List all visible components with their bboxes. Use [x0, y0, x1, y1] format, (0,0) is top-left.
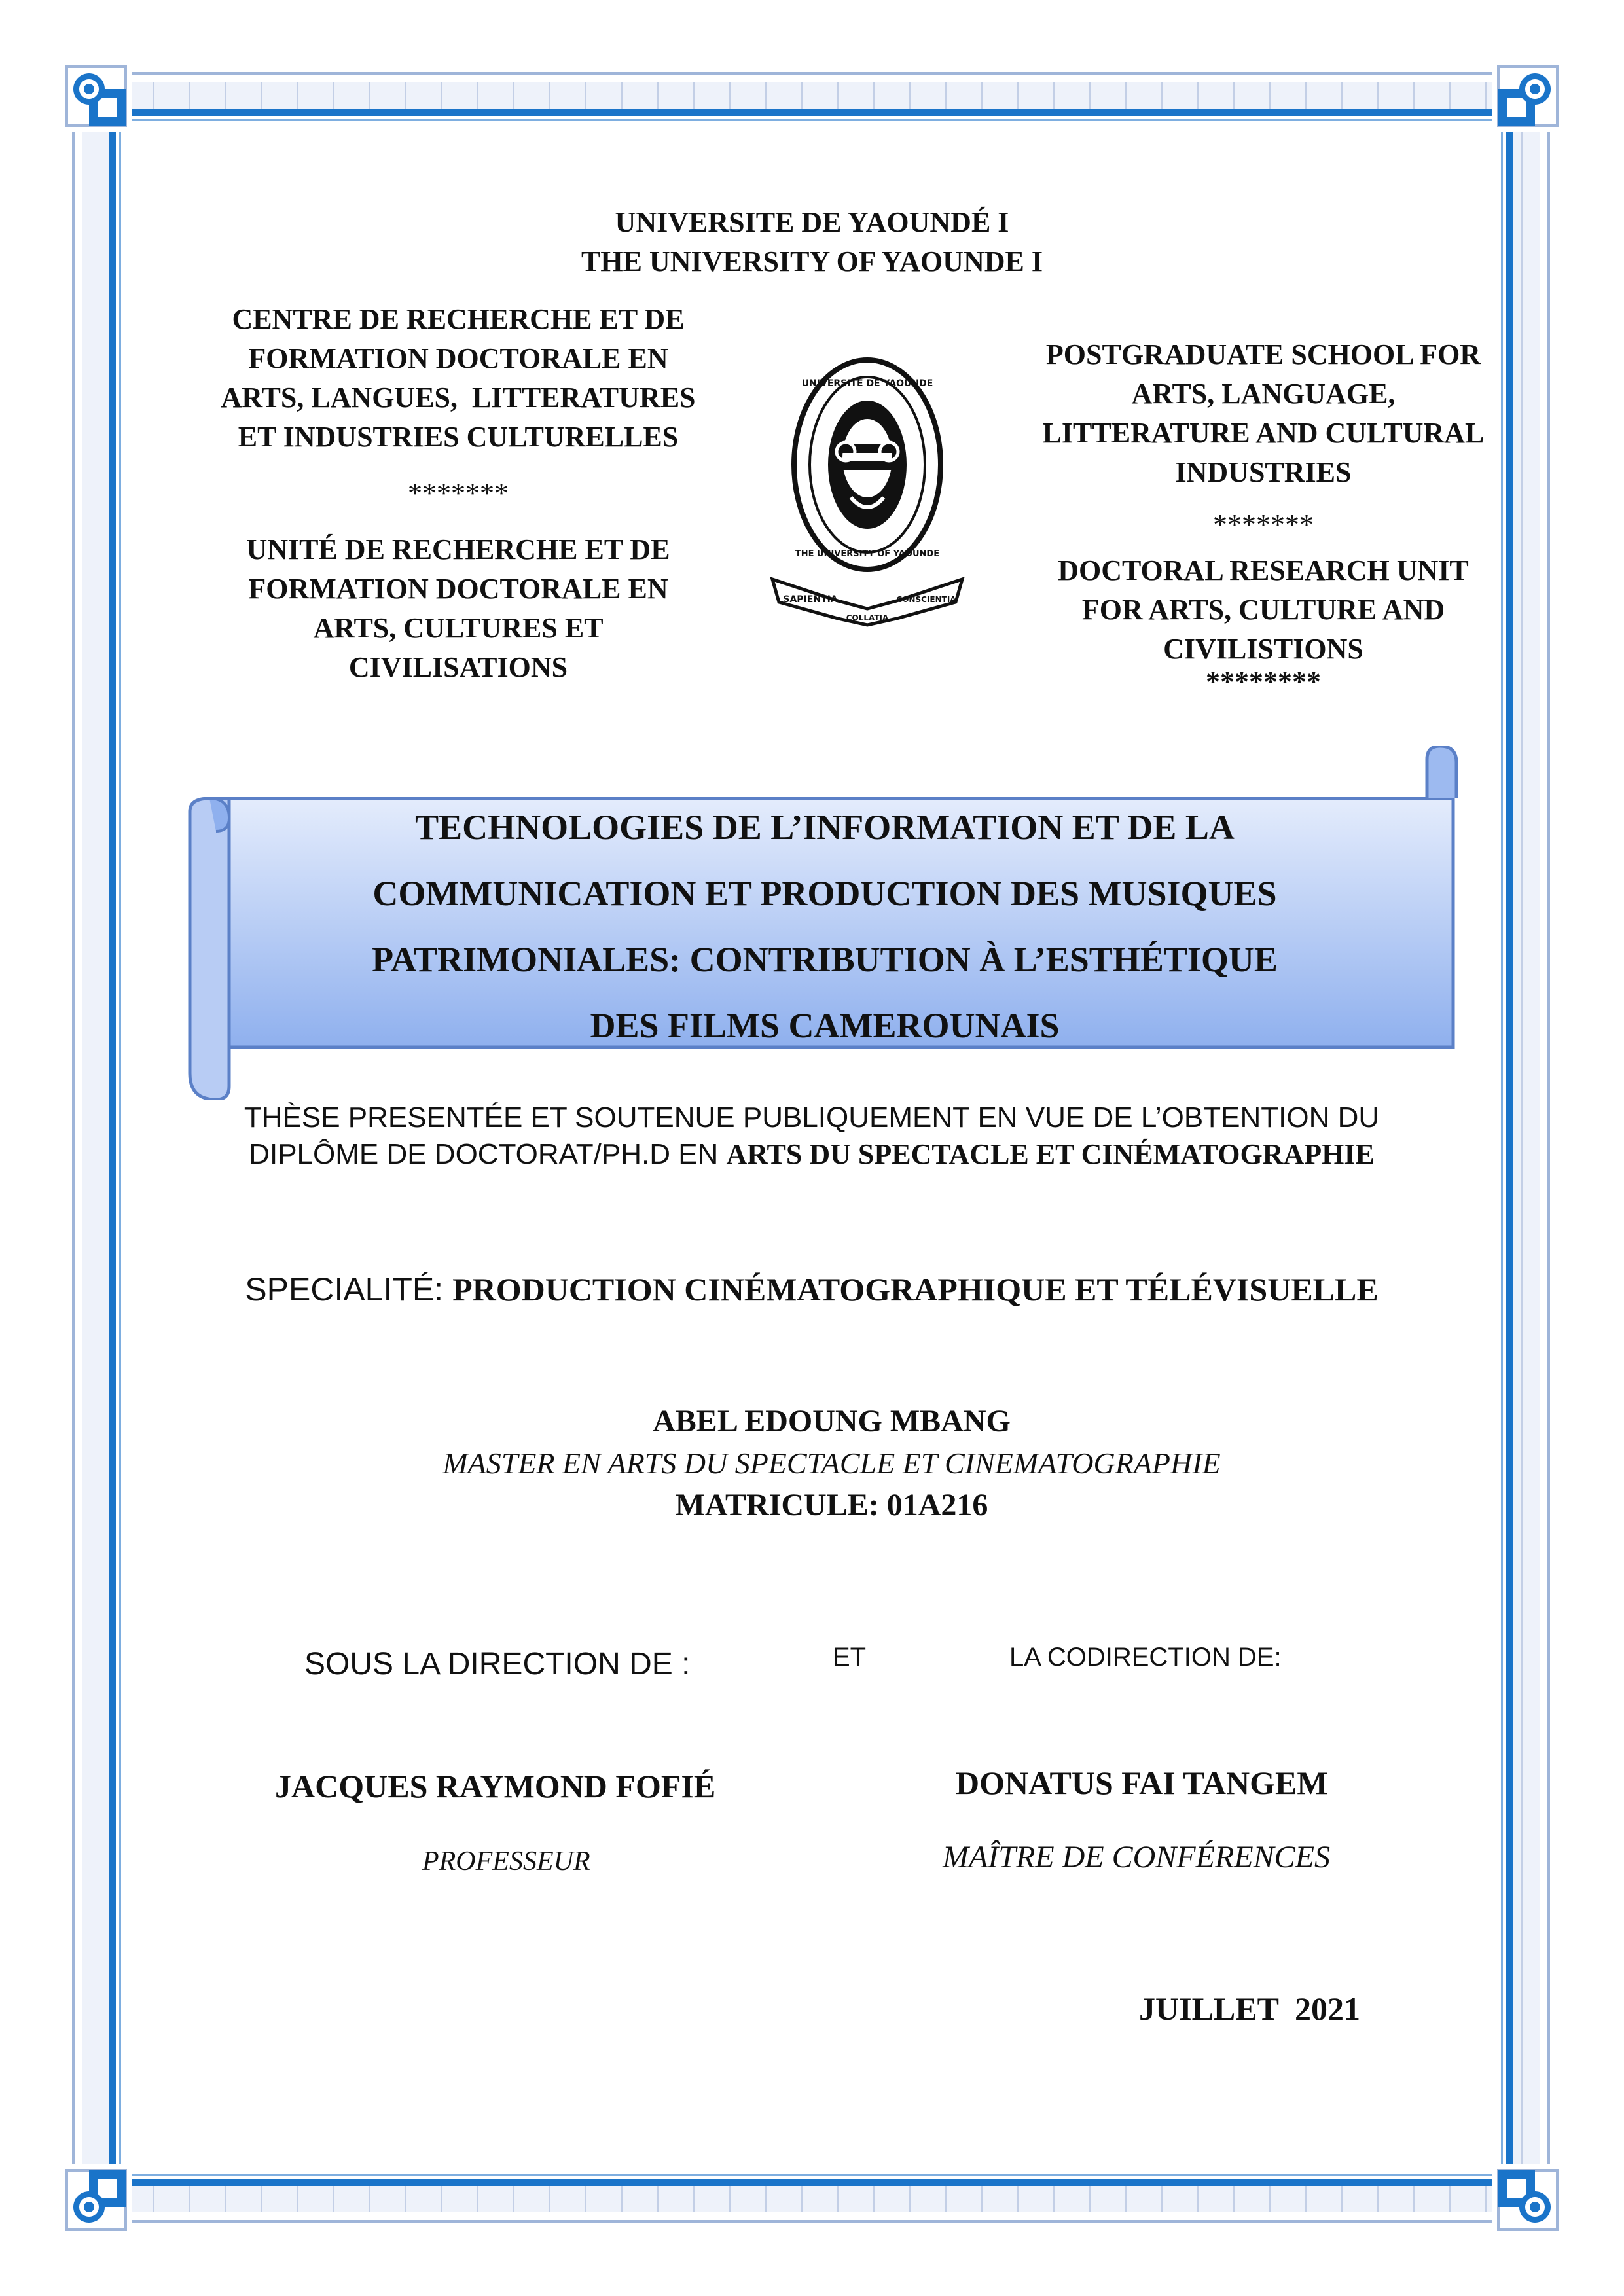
specialty	[164, 1270, 1460, 1309]
defense-date: JUILLET 2021	[1139, 1990, 1361, 2027]
left-institution-column	[196, 300, 720, 687]
director-name: JACQUES RAYMOND FOFIÉ	[275, 1768, 716, 1804]
author-block	[20, 1401, 1624, 1526]
seal-motto-left: SAPIENTIA	[783, 594, 838, 605]
school-line-3: LITTERATURE AND CULTURAL	[1042, 417, 1485, 449]
thesis-discipline: ARTS DU SPECTACLE ET CINÉMATOGRAPHIE	[726, 1138, 1375, 1170]
corner-ornament-top-right	[1492, 60, 1564, 132]
unit-line-1: DOCTORAL RESEARCH UNIT	[1058, 554, 1469, 586]
thesis-line-2	[164, 1136, 1460, 1173]
title-line-1: TECHNOLOGIES DE L’INFORMATION ET DE LA	[415, 808, 1235, 847]
unit-line-2: FOR ARTS, CULTURE AND	[1081, 594, 1445, 626]
university-seal	[759, 353, 975, 635]
corner-ornament-bottom-right	[1492, 2164, 1564, 2236]
centre-line-1: CENTRE DE RECHERCHE ET DE	[232, 303, 685, 335]
university-header	[0, 203, 1624, 281]
left-separator: *******	[408, 477, 509, 509]
specialty-label: SPECIALITÉ:	[245, 1271, 453, 1308]
codirector-title: MAÎTRE DE CONFÉRENCES	[943, 1840, 1330, 1874]
centre-line-3: ARTS, LANGUES, LITTERATURES	[221, 382, 696, 414]
director-title: PROFESSEUR	[422, 1846, 590, 1876]
seal-ring-text-bottom: THE UNIVERSITY OF YAOUNDE	[795, 549, 940, 559]
corner-ornament-bottom-left	[60, 2164, 132, 2236]
unit-line-3: CIVILISTIONS	[1163, 633, 1363, 665]
author-name: ABEL EDOUNG MBANG	[653, 1404, 1011, 1439]
thesis-line-1: THÈSE PRESENTÉE ET SOUTENUE PUBLIQUEMENT EN VUE DE L’OBTENTION DU	[244, 1102, 1380, 1134]
codirector-name: DONATUS FAI TANGEM	[956, 1765, 1328, 1801]
right-separator: *******	[1213, 509, 1314, 541]
school-line-4: INDUSTRIES	[1175, 456, 1352, 488]
author-degree: MASTER EN ARTS DU SPECTACLE ET CINEMATOGRAPHIE	[442, 1446, 1221, 1480]
seal-ring-text-top: UNIVERSITE DE YAOUNDE	[801, 378, 933, 389]
unite-line-3: ARTS, CULTURES ET	[313, 612, 604, 644]
et-label: ET	[833, 1643, 867, 1672]
title-banner	[183, 746, 1479, 1100]
thesis-statement	[164, 1100, 1460, 1173]
thesis-title	[262, 795, 1388, 1059]
title-line-2: COMMUNICATION ET PRODUCTION DES MUSIQUES	[372, 874, 1277, 913]
thesis-line-2-prefix: DIPLÔME DE DOCTORAT/PH.D EN	[249, 1138, 727, 1170]
unite-line-2: FORMATION DOCTORALE EN	[248, 573, 668, 605]
university-name-fr: UNIVERSITE DE YAOUNDÉ I	[615, 206, 1009, 238]
unite-line-1: UNITÉ DE RECHERCHE ET DE	[246, 533, 670, 565]
title-line-3: PATRIMONIALES: CONTRIBUTION À L’ESTHÉTIQUE	[372, 940, 1278, 979]
author-matricule: MATRICULE: 01A216	[675, 1488, 988, 1522]
unite-line-4: CIVILISATIONS	[348, 651, 568, 683]
title-line-4: DES FILMS CAMEROUNAIS	[590, 1006, 1060, 1045]
seal-motto-right: CONSCIENTIA	[896, 595, 956, 604]
specialty-value: PRODUCTION CINÉMATOGRAPHIQUE ET TÉLÉVISUELLE	[452, 1271, 1379, 1308]
direction-label: SOUS LA DIRECTION DE :	[304, 1647, 691, 1681]
school-line-2: ARTS, LANGUAGE,	[1131, 378, 1396, 410]
right-institution-column	[1015, 335, 1512, 698]
school-line-1: POSTGRADUATE SCHOOL FOR	[1045, 338, 1481, 370]
seal-motto-center: COLLATIA	[846, 613, 889, 622]
university-name-en: THE UNIVERSITY OF YAOUNDE I	[581, 245, 1043, 278]
corner-ornament-top-left	[60, 60, 132, 132]
centre-line-4: ET INDUSTRIES CULTURELLES	[238, 421, 679, 453]
centre-line-2: FORMATION DOCTORALE EN	[248, 342, 668, 374]
codirection-label: LA CODIRECTION DE:	[1009, 1643, 1282, 1672]
right-separator-end: ********	[1206, 666, 1321, 698]
